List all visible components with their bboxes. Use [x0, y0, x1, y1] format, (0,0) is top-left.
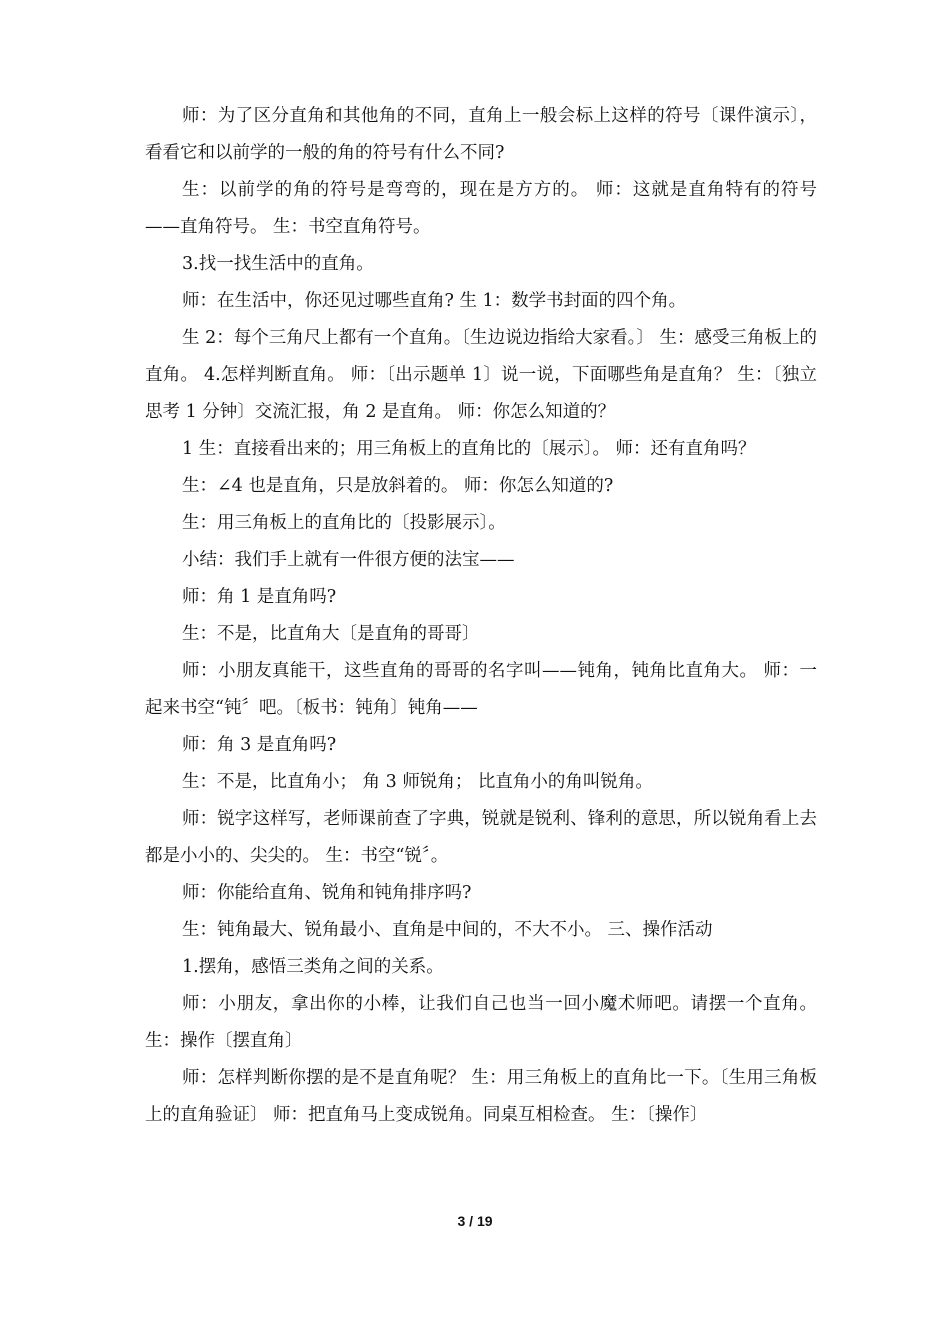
paragraph: 师：角 1 是直角吗?: [182, 587, 337, 607]
paragraph: 生：以前学的角的符号是弯弯的，现在是方方的。 师：这就是直角特有的符号——直角符号。 生：书空直角符号。: [145, 180, 817, 237]
paragraph: 师：你能给直角、锐角和钝角排序吗?: [182, 883, 472, 903]
paragraph: 师：为了区分直角和其他角的不同，直角上一般会标上这样的符号〔课件演示〕，看看它和以前学的一般的角的符号有什么不同?: [145, 106, 817, 163]
paragraph: 师：怎样判断你摆的是不是直角呢？ 生：用三角板上的直角比一下。〔生用三角板上的直角验证〕 师：把直角马上变成锐角。同桌互相检查。 生：〔操作〕: [145, 1068, 817, 1125]
paragraph: 生：∠4 也是直角，只是放斜着的。 师：你怎么知道的?: [182, 476, 614, 496]
paragraph: 1.摆角，感悟三类角之间的关系。: [182, 957, 444, 977]
page-number: 3 / 19: [457, 1213, 493, 1229]
paragraph: 3.找一找生活中的直角。: [182, 254, 374, 274]
paragraph: 生 2：每个三角尺上都有一个直角。〔生边说边指给大家看。〕 生：感受三角板上的直角。 4.怎样判断直角。 师：〔出示题单 1〕说一说，下面哪些角是直角？ 生：〔独立思考 1 分钟〕交流汇报，角 2 是直角。 师：你怎么知道的？: [145, 328, 817, 422]
paragraph: 师：在生活中，你还见过哪些直角? 生 1：数学书封面的四个角。: [182, 291, 687, 311]
paragraph: 师：小朋友，拿出你的小棒，让我们自己也当一回小魔术师吧。请摆一个直角。 生：操作〔摆直角〕: [145, 994, 817, 1051]
paragraph: 师：小朋友真能干，这些直角的哥哥的名字叫——钝角，钝角比直角大。 师：一起来书空“钝〞吧。〔板书：钝角〕钝角——: [145, 661, 817, 718]
page-body: [145, 98, 817, 1134]
paragraph: 生：不是，比直角小； 角 3 师锐角； 比直角小的角叫锐角。: [182, 772, 653, 792]
paragraph: 生：用三角板上的直角比的〔投影展示〕。: [182, 513, 506, 533]
paragraph: 生：钝角最大、锐角最小、直角是中间的，不大不小。 三、操作活动: [182, 920, 713, 940]
paragraph: 生：不是，比直角大〔是直角的哥哥〕: [182, 624, 480, 644]
paragraph: 师：锐字这样写，老师课前查了字典，锐就是锐利、锋利的意思，所以锐角看上去都是小小的、尖尖的。 生：书空“锐〞。: [145, 809, 817, 866]
paragraph: 1 生：直接看出来的；用三角板上的直角比的〔展示〕。 师：还有直角吗？: [182, 439, 756, 459]
paragraph: 师：角 3 是直角吗?: [182, 735, 337, 755]
paragraph: 小结：我们手上就有一件很方便的法宝——: [182, 550, 515, 570]
